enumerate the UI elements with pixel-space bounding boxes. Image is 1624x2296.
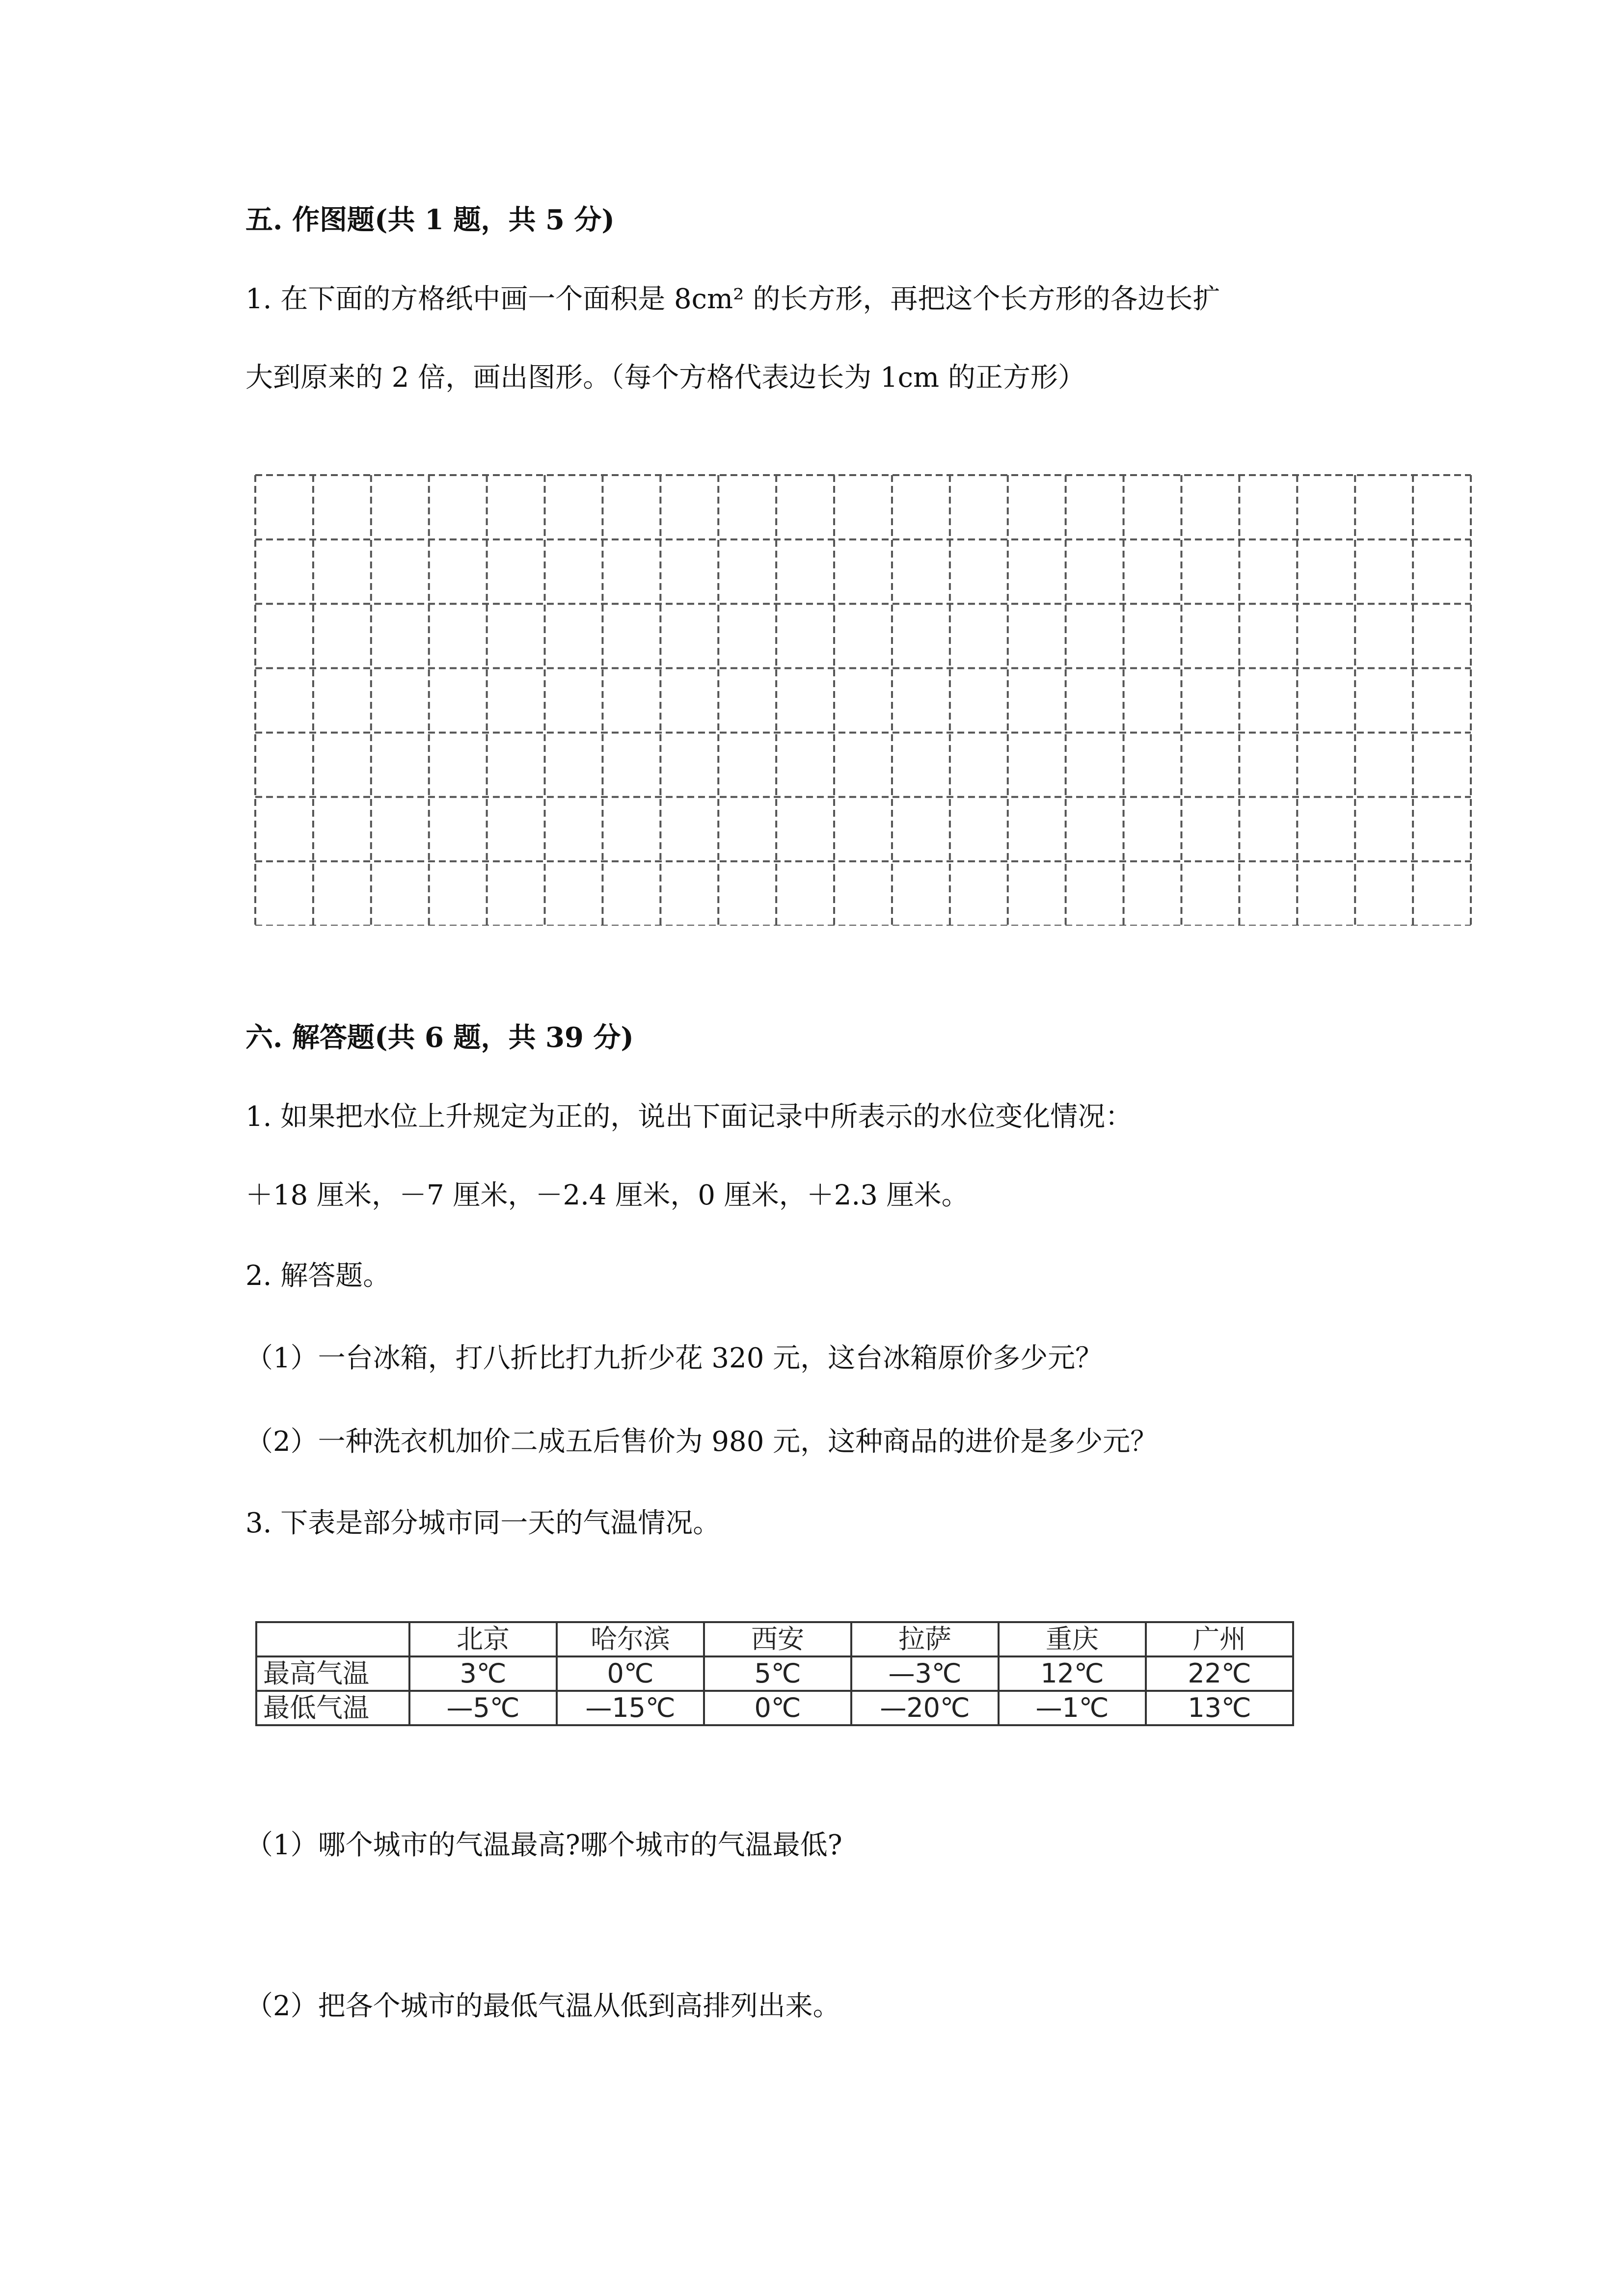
section-6-question-2-sub-2: （2）一种洗衣机加价二成五后售价为 980 元，这种商品的进价是多少元？ <box>245 1426 1158 1458</box>
table-header-row <box>256 1622 1293 1656</box>
city-header: 广州 <box>1146 1622 1293 1656</box>
section-5-question-1-line-1: 1. 在下面的方格纸中画一个面积是 8cm² 的长方形，再把这个长方形的各边长扩 <box>245 283 1220 315</box>
high-temp-cell: 12℃ <box>999 1656 1146 1691</box>
section-6-question-2-sub-1: （1）一台冰箱，打八折比打九折少花 320 元，这台冰箱原价多少元？ <box>245 1342 1103 1374</box>
section-6-question-1-line-1: 1. 如果把水位上升规定为正的，说出下面记录中所表示的水位变化情况： <box>245 1101 1133 1133</box>
city-header: 哈尔滨 <box>557 1622 704 1656</box>
high-temp-cell: —3℃ <box>851 1656 999 1691</box>
section-5-title: 五. 作图题(共 1 题，共 5 分) <box>245 204 615 236</box>
low-temp-cell: 0℃ <box>704 1691 851 1725</box>
section-5-question-1-line-2: 大到原来的 2 倍，画出图形。（每个方格代表边长为 1cm 的正方形） <box>245 362 1085 394</box>
city-header: 重庆 <box>999 1622 1146 1656</box>
grid-paper <box>254 474 1472 926</box>
low-temp-cell: —15℃ <box>557 1691 704 1725</box>
drawing-grid <box>254 474 1472 926</box>
city-header: 西安 <box>704 1622 851 1656</box>
temperature-table <box>255 1621 1294 1726</box>
section-6-question-3-sub-1: （1）哪个城市的气温最高?哪个城市的气温最低? <box>245 1829 842 1861</box>
row-label-high: 最高气温 <box>256 1656 409 1691</box>
low-temp-cell: 13℃ <box>1146 1691 1293 1725</box>
low-temp-cell: —5℃ <box>409 1691 557 1725</box>
high-temp-cell: 22℃ <box>1146 1656 1293 1691</box>
table-corner-cell <box>256 1622 409 1656</box>
table-row-low <box>256 1691 1293 1725</box>
section-6-question-3-sub-2: （2）把各个城市的最低气温从低到高排列出来。 <box>245 1990 840 2022</box>
city-header: 拉萨 <box>851 1622 999 1656</box>
section-6-question-1-line-2: ＋18 厘米，－7 厘米，－2.4 厘米，0 厘米，＋2.3 厘米。 <box>245 1179 969 1211</box>
row-label-low: 最低气温 <box>256 1691 409 1725</box>
city-header: 北京 <box>409 1622 557 1656</box>
high-temp-cell: 5℃ <box>704 1656 851 1691</box>
section-6-question-2-title: 2. 解答题。 <box>245 1260 391 1292</box>
high-temp-cell: 3℃ <box>409 1656 557 1691</box>
high-temp-cell: 0℃ <box>557 1656 704 1691</box>
low-temp-cell: —1℃ <box>999 1691 1146 1725</box>
temperature-table-wrap <box>255 1621 1294 1726</box>
section-6-question-3-title: 3. 下表是部分城市同一天的气温情况。 <box>245 1507 721 1539</box>
low-temp-cell: —20℃ <box>851 1691 999 1725</box>
table-row-high <box>256 1656 1293 1691</box>
section-6-title: 六. 解答题(共 6 题，共 39 分) <box>245 1021 634 1054</box>
